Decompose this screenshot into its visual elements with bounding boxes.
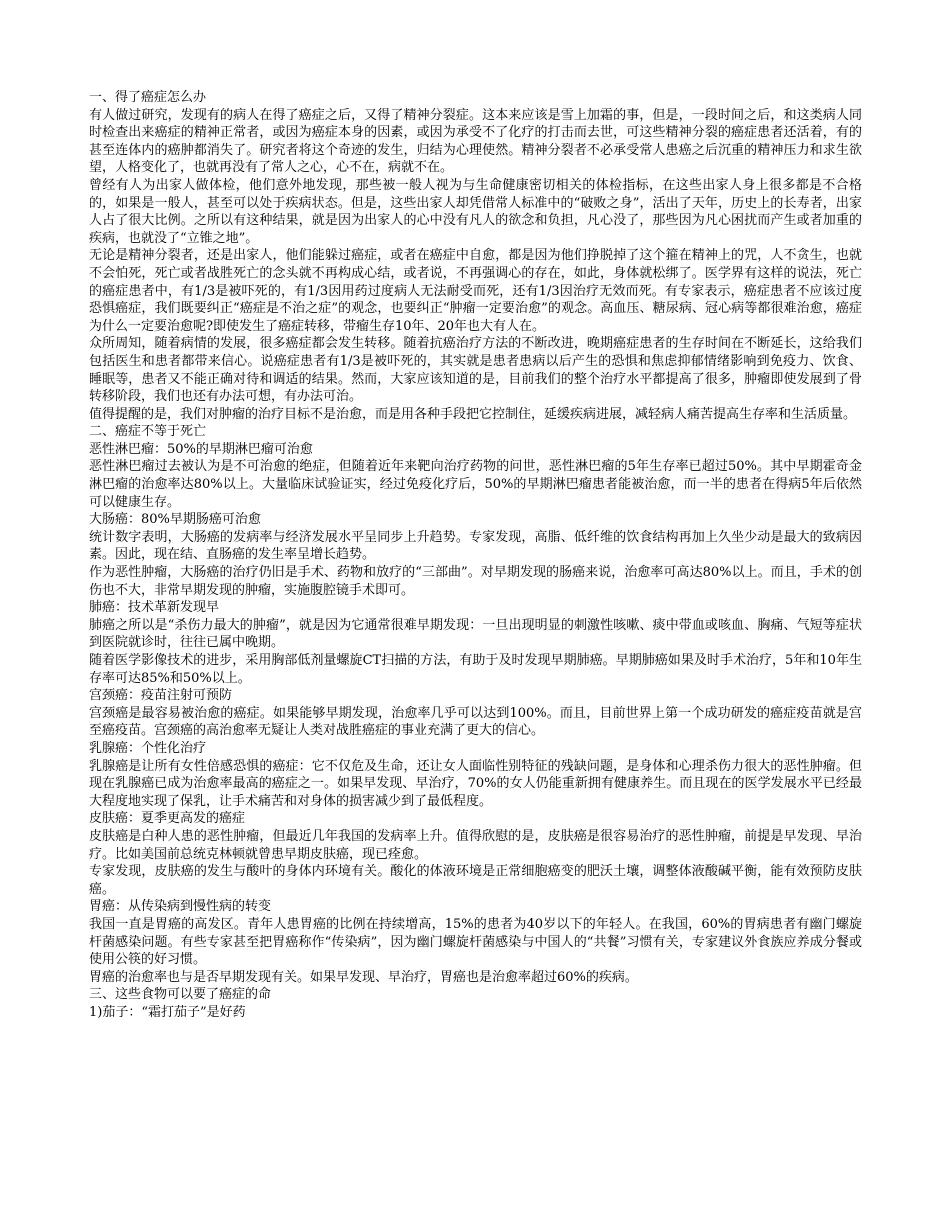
paragraph: 曾经有人为出家人做体检，他们意外地发现，那些被一般人视为与生命健康密切相关的体检指标，在这些出家人身上很多都是不合格的，如果是一般人，甚至可以处于疾病状态。但是，这些出家人却凭借常人标准中的“破败之身”，活出了天年，历史上的长寿者，出家人占了很大比例。之所以有这种结果，就是因为出家人的心中没有凡人的欲念和负担，凡心没了，那些因为凡心困扰而产生或者加重的疾病，也就没了“立锥之地”。 bbox=[89, 177, 862, 246]
subheading-breast: 乳腺癌：个性化治疗 bbox=[89, 740, 207, 756]
subheading-skin: 皮肤癌：夏季更高发的癌症 bbox=[89, 811, 246, 827]
paragraph: 众所周知，随着病情的发展，很多癌症都会发生转移。随着抗癌治疗方法的不断改进，晚期癌症患者的生存时间在不断延长，这给我们包括医生和患者都带来信心。说癌症患者有1/3是被吓死的，其实就是患者患病以后产生的恐惧和焦虑抑郁情绪影响到免疫力、饮食、睡眠等，患者又不能正确对待和调适的结果。然而，大家应该知道的是，目前我们的整个治疗水平都提高了很多，肿瘤即使发展到了骨转移阶段，我们也还有办法可想，有办法可治。 bbox=[89, 336, 862, 405]
section-heading-2: 二、癌症不等于死亡 bbox=[89, 424, 207, 440]
subheading-cervical: 宫颈癌：疫苗注射可预防 bbox=[89, 688, 233, 704]
subheading-lymphoma: 恶性淋巴瘤：50%的早期淋巴瘤可治愈 bbox=[89, 441, 313, 457]
subheading-eggplant: 1)茄子：“霜打茄子”是好药 bbox=[89, 1004, 246, 1020]
section-heading-1: 一、得了癌症怎么办 bbox=[89, 90, 207, 105]
paragraph: 乳腺癌是让所有女性倍感恐惧的癌症：它不仅危及生命，还让女人面临性别特征的残缺问题，是身体和心理杀伤力很大的恶性肿瘤。但现在乳腺癌已成为治愈率最高的癌症之一。如果早发现、早治疗，70%的女人仍能重新拥有健康养生。而且现在的医学发展水平已经最大程度地实现了保乳，让手术痛苦和对身体的损害减少到了最低程度。 bbox=[89, 758, 862, 809]
paragraph: 肺癌之所以是“杀伤力最大的肿瘤”，就是因为它通常很难早期发现：一旦出现明显的刺激性咳嗽、痰中带血或咳血、胸痛、气短等症状到医院就诊时，往往已属中晚期。 bbox=[89, 617, 862, 651]
paragraph: 恶性淋巴瘤过去被认为是不可治愈的绝症，但随着近年来靶向治疗药物的问世，恶性淋巴瘤的5年生存率已超过50%。其中早期霍奇金淋巴瘤的治愈率达80%以上。大量临床试验证实，经过免疫化疗后，50%的早期淋巴瘤患者能被治愈，而一半的患者在得病5年后依然可以健康生存。 bbox=[89, 459, 862, 510]
paragraph: 宫颈癌是最容易被治愈的癌症。如果能够早期发现，治愈率几乎可以达到100%。而且，目前世界上第一个成功研发的癌症疫苗就是宫至癌疫苗。宫颈癌的高治愈率无疑让人类对战胜癌症的事业充满了更大的信心。 bbox=[89, 705, 862, 739]
subheading-colorectal: 大肠癌：80%早期肠癌可治愈 bbox=[89, 512, 261, 528]
section-heading-3: 三、这些食物可以要了癌症的命 bbox=[89, 987, 272, 1003]
paragraph: 作为恶性肿瘤，大肠癌的治疗仍旧是手术、药物和放疗的“三部曲”。对早期发现的肠癌来说，治愈率可高达80%以上。而且，手术的创伤也不大，非常早期发现的肿瘤，实施腹腔镜手术即可。 bbox=[89, 565, 862, 598]
paragraph: 我国一直是胃癌的高发区。青年人患胃癌的比例在持续增高，15%的患者为40岁以下的年轻人。在我国，60%的胃病患者有幽门螺旋杆菌感染问题。有些专家甚至把胃癌称作“传染病”，因为幽门螺旋杆菌感染与中国人的“共餐”习惯有关，专家建议外食族应养成分餐或使用公筷的好习惯。 bbox=[89, 916, 862, 968]
paragraph: 专家发现，皮肤癌的发生与酸叶的身体内环境有关。酸化的体液环境是正常细胞癌变的肥沃土壤，调整体液酸碱平衡，能有效预防皮肤癌。 bbox=[89, 864, 862, 897]
paragraph: 有人做过研究，发现有的病人在得了癌症之后，又得了精神分裂症。这本来应该是雪上加霜的事，但是，一段时间之后，和这类病人同时检查出来癌症的精神正常者，或因为癌症本身的因素，或因为承受不了化疗的打击而去世，可这些精神分裂的癌症患者还活着，有的甚至连体内的癌肿都消失了。研究者将这个奇迹的发生，归结为心理使然。精神分裂者不必承受常人患癌之后沉重的精神压力和求生欲望，人格变化了，也就再没有了常人之心，心不在，病就不在。 bbox=[89, 107, 862, 176]
paragraph: 值得提醒的是，我们对肿瘤的治疗目标不是治愈，而是用各种手段把它控制住，延缓疾病进展，减轻病人痛苦提高生存率和生活质量。 bbox=[89, 406, 857, 422]
paragraph: 无论是精神分裂者，还是出家人，他们能躲过癌症，或者在癌症中自愈，都是因为他们挣脱掉了这个箍在精神上的咒，人不贪生，也就不会怕死，死亡或者战胜死亡的念头就不再构成心结，或者说，不再强调心的存在，如此，身体就松绑了。医学界有这样的说法，死亡的癌症患者中，有1/3是被吓死的，有1/3因用药过度病人无法耐受而死，还有1/3因治疗无效而死。有专家表示，癌症患者不应该过度恐惧癌症，我们既要纠正“癌症是不治之症”的观念，也要纠正“肿瘤一定要治愈”的观念。高血压、糖尿病、冠心病等都很难治愈，癌症为什么一定要治愈呢?即使发生了癌症转移，带瘤生存10年、20年也大有人在。 bbox=[89, 248, 862, 334]
subheading-stomach: 胃癌：从传染病到慢性病的转变 bbox=[89, 899, 272, 915]
paragraph: 随着医学影像技术的进步，采用胸部低剂量螺旋CT扫描的方法，有助于及时发现早期肺癌。早期肺癌如果及时手术治疗，5年和10年生存率可达85%和50%以上。 bbox=[89, 653, 862, 686]
subheading-lung: 肺癌：技术革新发现早 bbox=[89, 600, 220, 616]
paragraph: 皮肤癌是白种人患的恶性肿瘤，但最近几年我国的发病率上升。值得欣慰的是，皮肤癌是很容易治疗的恶性肿瘤，前提是早发现、早治疗。比如美国前总统克林顿就曾患早期皮肤癌，现已痊愈。 bbox=[89, 828, 862, 862]
paragraph: 统计数字表明，大肠癌的发病率与经济发展水平呈同步上升趋势。专家发现，高脂、低纤维的饮食结构再加上久坐少动是最大的致病因素。因此，现在结、直肠癌的发生率呈增长趋势。 bbox=[89, 529, 862, 563]
paragraph: 胃癌的治愈率也与是否早期发现有关。如果早发现、早治疗，胃癌也是治愈率超过60%的疾病。 bbox=[89, 969, 638, 985]
